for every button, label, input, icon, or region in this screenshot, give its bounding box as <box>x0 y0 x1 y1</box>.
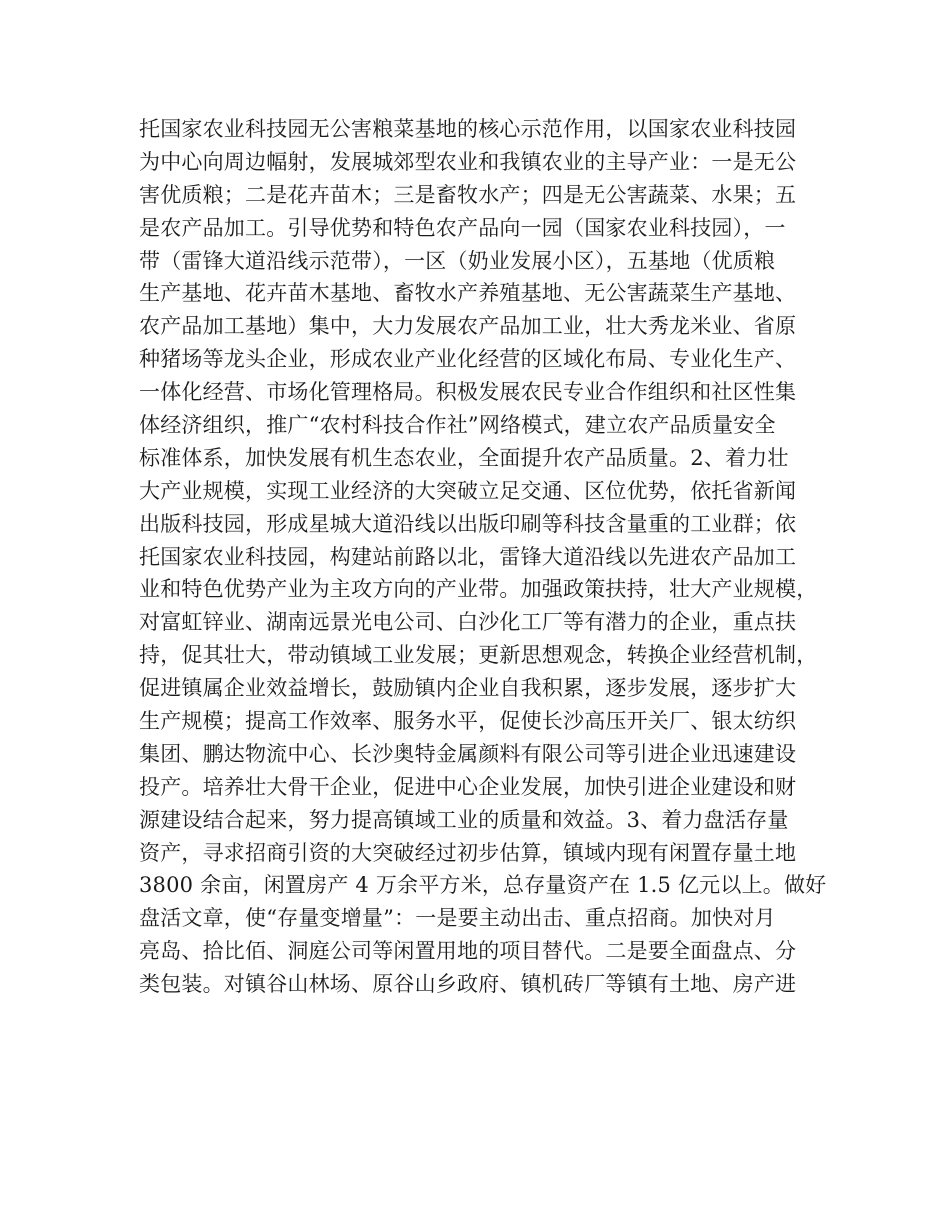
text-line: 大产业规模，实现工业经济的大突破立足交通、区位优势，依托省新闻 <box>139 478 797 503</box>
text-line: 生产基地、花卉苗木基地、畜牧水产养殖基地、无公害蔬菜生产基地、 <box>139 281 797 306</box>
text-line: 带（雷锋大道沿线示范带），一区（奶业发展小区），五基地（优质粮 <box>139 248 776 273</box>
text-line: 托国家农业科技园无公害粮菜基地的核心示范作用，以国家农业科技园 <box>139 117 797 141</box>
text-line: 盘活文章，使“存量变增量”：一是要主动出击、重点招商。加快对月 <box>139 906 776 931</box>
text-line: 资产，寻求招商引资的大突破经过初步估算，镇域内现有闲置存量土地 <box>139 840 797 865</box>
text-line: 促进镇属企业效益增长，鼓励镇内企业自我积累，逐步发展，逐步扩大 <box>139 676 797 701</box>
text-line: 集团、鹏达物流中心、长沙奥特金属颜料有限公司等引进企业迅速建设 <box>139 741 797 766</box>
body-text <box>139 113 829 1001</box>
text-line: 持，促其壮大，带动镇域工业发展；更新思想观念，转换企业经营机制， <box>139 643 818 668</box>
text-line: 体经济组织，推广“农村科技合作社”网络模式，建立农产品质量安全 <box>139 413 776 438</box>
text-line: 一体化经营、市场化管理格局。积极发展农民专业合作组织和社区性集 <box>139 380 797 405</box>
text-line: 类包装。对镇谷山林场、原谷山乡政府、镇机砖厂等镇有土地、房产进 <box>139 972 797 997</box>
text-line: 业和特色优势产业为主攻方向的产业带。加强政策扶持，壮大产业规模， <box>139 577 818 602</box>
text-line: 标准体系，加快发展有机生态农业，全面提升农产品质量。2、着力壮 <box>139 445 789 470</box>
text-line: 亮岛、拾比佰、洞庭公司等闲置用地的项目替代。二是要全面盘点、分 <box>139 939 797 964</box>
text-line: 害优质粮；二是花卉苗木；三是畜牧水产；四是无公害蔬菜、水果；五 <box>139 182 797 207</box>
text-line: 农产品加工基地）集中，大力发展农产品加工业，壮大秀龙米业、省原 <box>139 314 797 339</box>
text-line: 出版科技园，形成星城大道沿线以出版印刷等科技含量重的工业群；依 <box>139 511 797 536</box>
text-line: 是农产品加工。引导优势和特色农产品向一园（国家农业科技园），一 <box>139 215 786 240</box>
text-line: 为中心向周边幅射，发展城郊型农业和我镇农业的主导产业：一是无公 <box>139 149 797 174</box>
text-line: 对富虹锌业、湖南远景光电公司、白沙化工厂等有潜力的企业，重点扶 <box>139 610 797 635</box>
text-line: 源建设结合起来，努力提高镇域工业的质量和效益。3、着力盘活存量 <box>139 807 789 832</box>
text-line: 种猪场等龙头企业，形成农业产业化经营的区域化布局、专业化生产、 <box>139 347 797 372</box>
text-line: 生产规模；提高工作效率、服务水平，促使长沙高压开关厂、银太纺织 <box>139 709 797 734</box>
text-line: 投产。培养壮大骨干企业，促进中心企业发展，加快引进企业建设和财 <box>139 774 797 799</box>
text-line: 3800 余亩，闲置房产 4 万余平方米，总存量资产在 1.5 亿元以上。做好 <box>139 873 827 898</box>
text-line: 托国家农业科技园，构建站前路以北，雷锋大道沿线以先进农产品加工 <box>139 544 797 569</box>
